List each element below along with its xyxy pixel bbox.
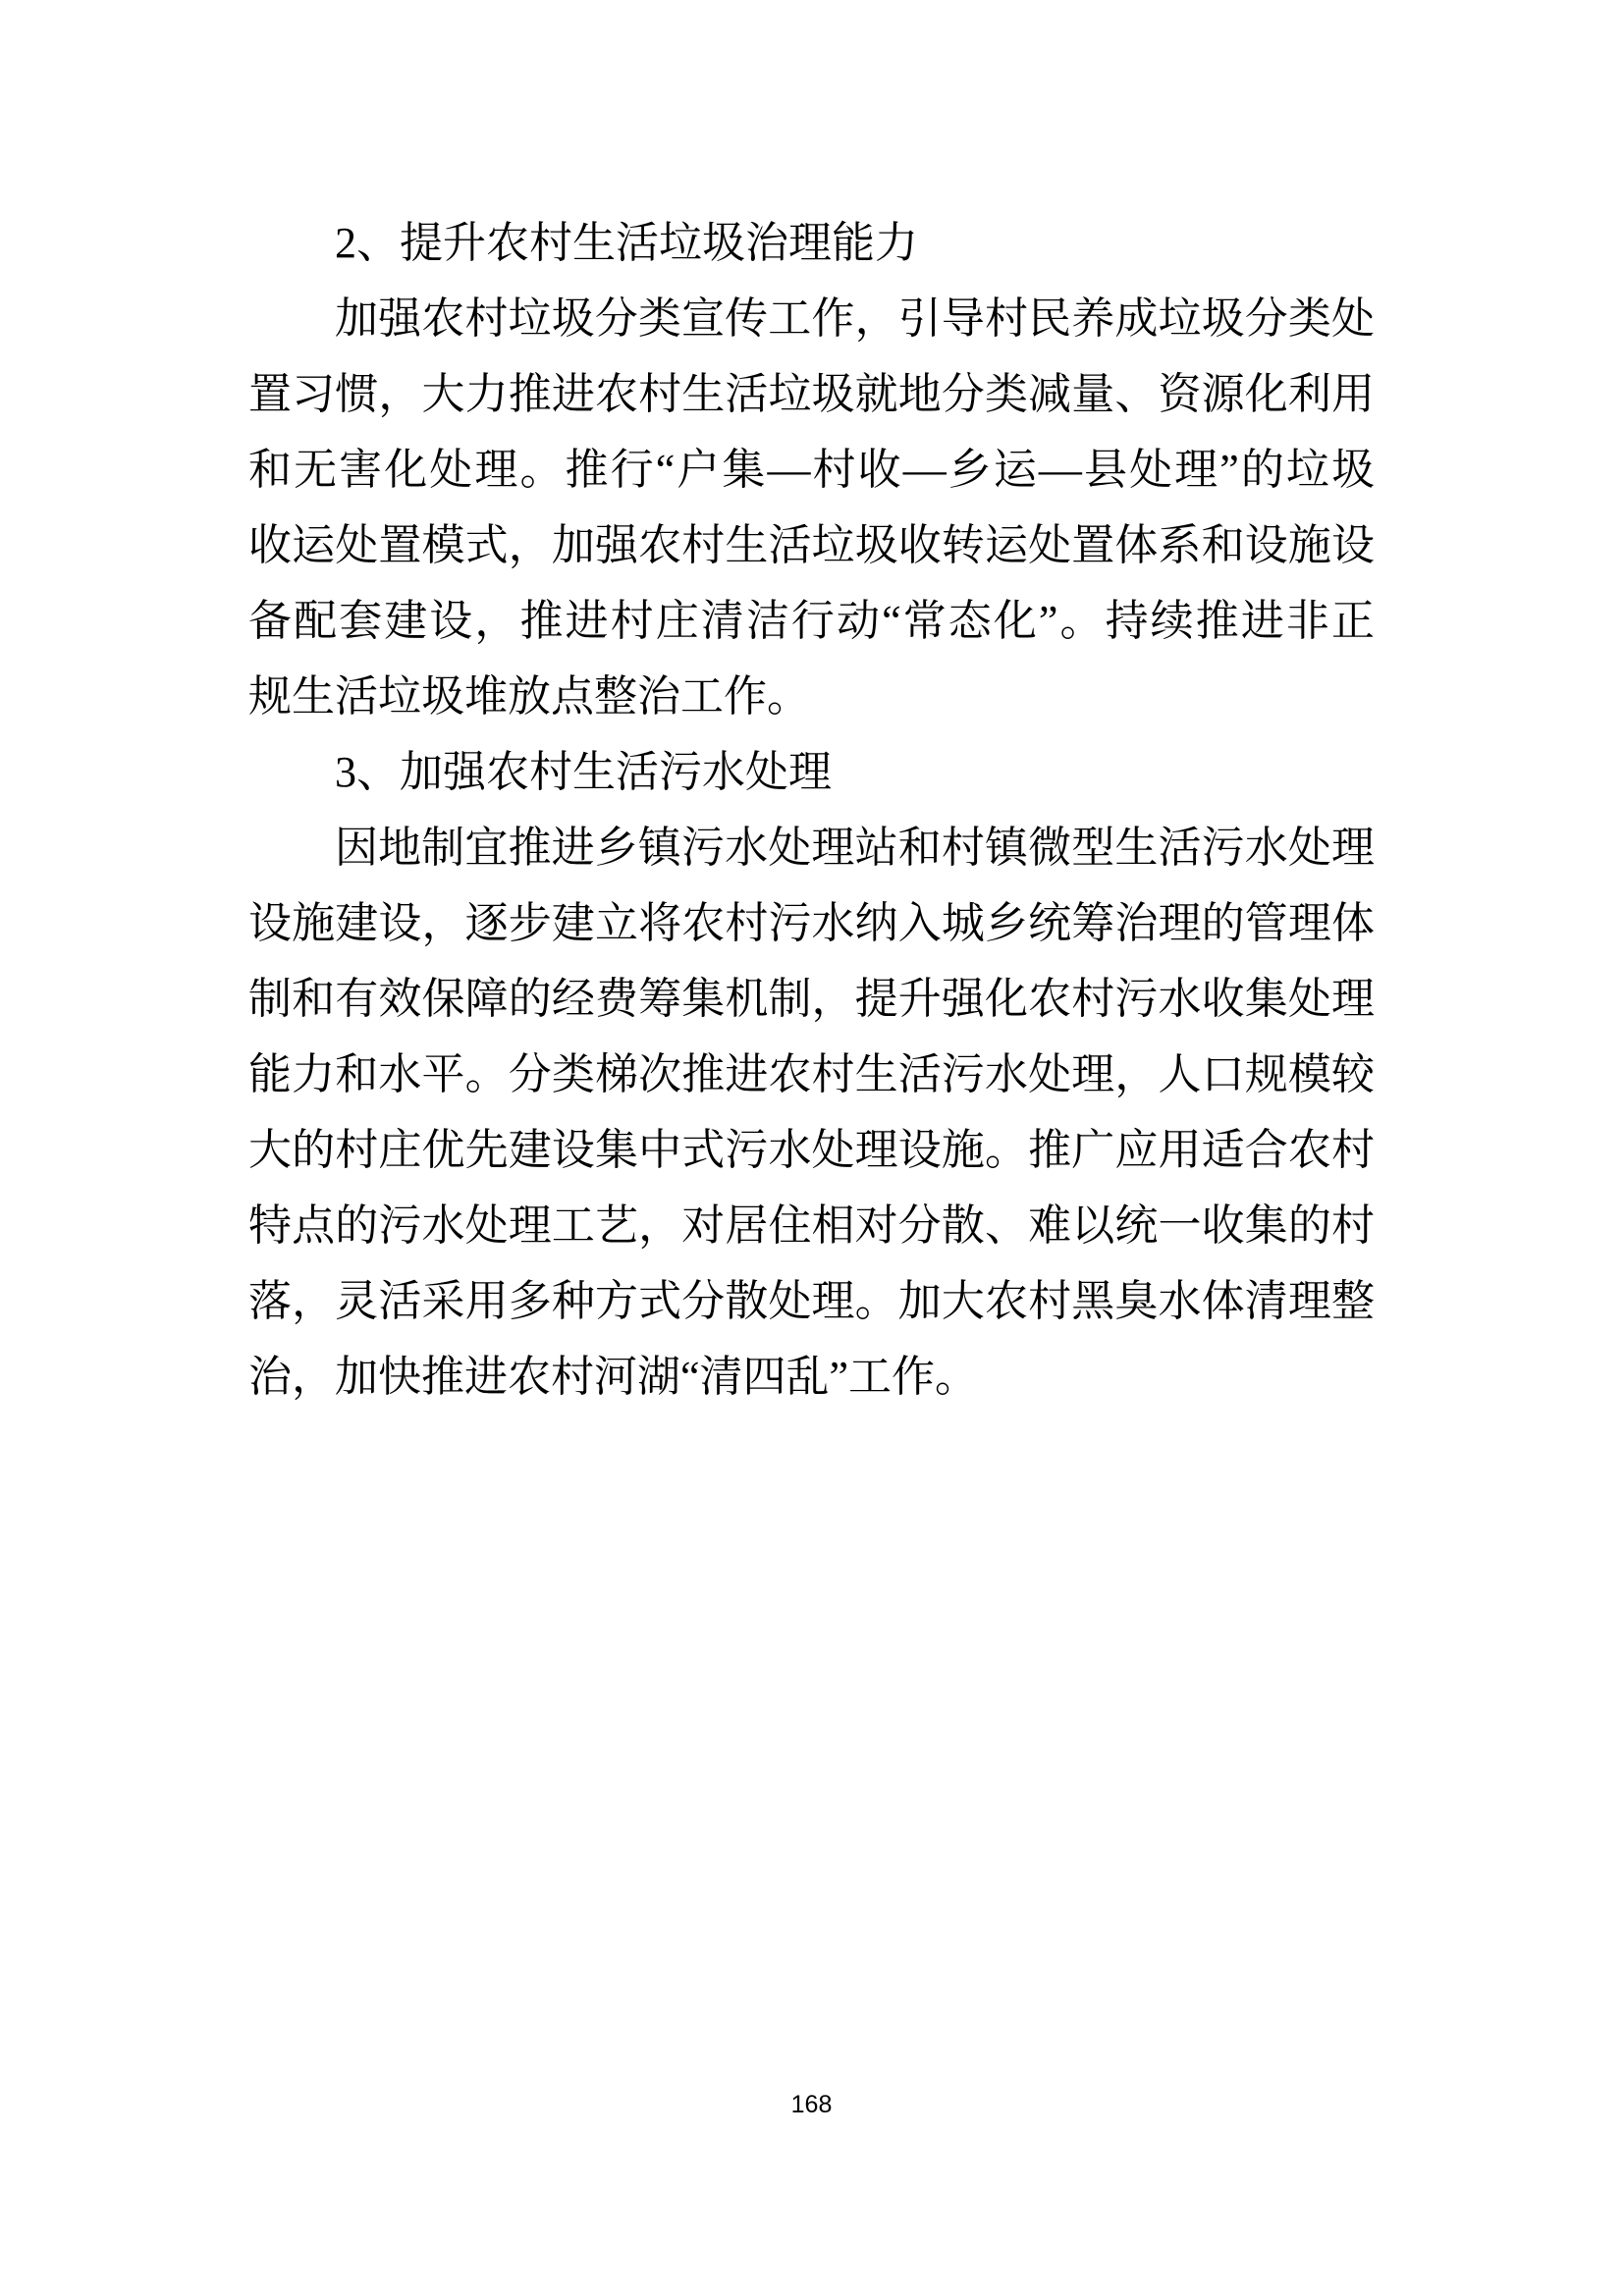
text-line: 治，加快推进农村河湖“清四乱”工作。 (248, 1353, 979, 1401)
text-line: 制和有效保障的经费筹集机制，提升强化农村污水收集处理 (248, 975, 1375, 1023)
text-line: 规生活垃圾堆放点整治工作。 (248, 672, 810, 721)
heading-3: 3、加强农村生活污水处理 (335, 748, 832, 796)
page-number: 168 (790, 2091, 833, 2118)
text-line: 备配套建设，推进村庄清洁行动“常态化”。持续推进非正 (248, 597, 1375, 645)
text-line: 置习惯，大力推进农村生活垃圾就地分类减量、资源化利用 (248, 370, 1375, 418)
text-line: 加强农村垃圾分类宣传工作，引导村民养成垃圾分类处 (335, 294, 1375, 343)
text-line: 能力和水平。分类梯次推进农村生活污水处理，人口规模较 (248, 1050, 1375, 1098)
text-line: 和无害化处理。推行“户集—村收—乡运—县处理”的垃圾 (248, 446, 1375, 494)
text-line: 因地制宜推进乡镇污水处理站和村镇微型生活污水处理 (335, 824, 1375, 872)
text-line: 收运处置模式，加强农村生活垃圾收转运处置体系和设施设 (248, 521, 1375, 569)
text-line: 设施建设，逐步建立将农村污水纳入城乡统筹治理的管理体 (248, 899, 1375, 947)
text-line: 大的村庄优先建设集中式污水处理设施。推广应用适合农村 (248, 1126, 1375, 1174)
text-line: 特点的污水处理工艺，对居住相对分散、难以统一收集的村 (248, 1201, 1375, 1250)
text-line: 落，灵活采用多种方式分散处理。加大农村黑臭水体清理整 (248, 1277, 1375, 1325)
text-block (248, 205, 1375, 1415)
heading-2: 2、提升农村生活垃圾治理能力 (335, 219, 918, 267)
